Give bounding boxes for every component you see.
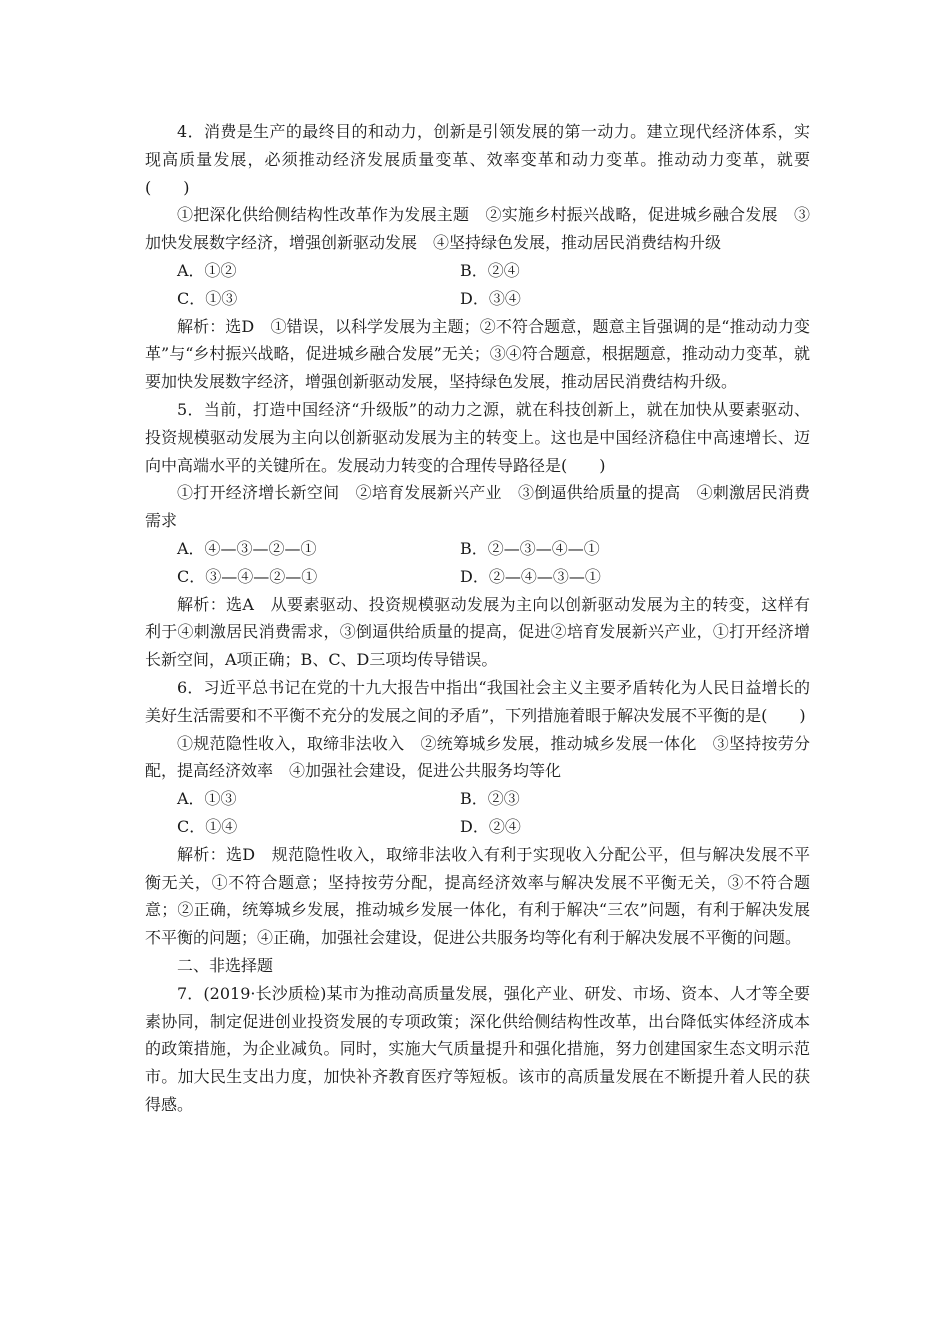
document-body: [145, 118, 810, 1119]
question-6-analysis: 解析：选D 规范隐性收入，取缔非法收入有利于实现收入分配公平，但与解决发展不平衡无关，①不符合题意；坚持按劳分配，提高经济效率与解决发展不平衡无关，③不符合题意；②正确，统筹城乡发展，推动城乡发展一体化，有利于解决“三农”问题，有利于解决发展不平衡的问题；④正确，加强社会建设，促进公共服务均等化有利于解决发展不平衡的问题。: [145, 844, 810, 948]
question-4-stem: 4．消费是生产的最终目的和动力，创新是引领发展的第一动力。建立现代经济体系，实现高质量发展，必须推动经济发展质量变革、效率变革和动力变革。推动动力变革，就要( ): [145, 122, 810, 197]
question-5-option-c: C．③—④—②—①: [177, 566, 318, 586]
question-4-option-b: B．②④: [460, 260, 520, 280]
question-4-option-a: A．①②: [177, 260, 237, 280]
question-5-options-row-2: [145, 563, 810, 591]
question-6-option-d: D．②④: [460, 816, 521, 836]
question-6-stem: 6．习近平总书记在党的十九大报告中指出“我国社会主义主要矛盾转化为人民日益增长的美好生活需要和不平衡不充分的发展之间的矛盾”，下列措施着眼于解决发展不平衡的是( ): [145, 677, 810, 725]
question-4-option-d: D．③④: [460, 288, 521, 308]
question-5-items: ①打开经济增长新空间 ②培育发展新兴产业 ③倒逼供给质量的提高 ④刺激居民消费需求: [145, 483, 810, 531]
question-4-options-row-1: [145, 257, 810, 285]
question-5-option-d: D．②—④—③—①: [460, 566, 601, 586]
question-5-analysis: 解析：选A 从要素驱动、投资规模驱动发展为主向以创新驱动发展为主的转变，这样有利于④刺激居民消费需求，③倒逼供给质量的提高，促进②培育发展新兴产业，①打开经济增长新空间，A项正确；B、C、D三项均传导错误。: [145, 594, 810, 670]
question-6-option-b: B．②③: [460, 789, 520, 809]
question-4-items: ①把深化供给侧结构性改革作为发展主题 ②实施乡村振兴战略，促进城乡融合发展 ③加快发展数字经济，增强创新驱动发展 ④坚持绿色发展，推动居民消费结构升级: [145, 205, 810, 253]
question-5-stem: 5．当前，打造中国经济“升级版”的动力之源，就在科技创新上，就在加快从要素驱动、投资规模驱动发展为主向以创新驱动发展为主的转变上。这也是中国经济稳住中高速增长、迈向中高端水平的关键所在。发展动力转变的合理传导路径是( ): [145, 399, 810, 475]
question-5-option-a: A．④—③—②—①: [177, 538, 317, 558]
section-title: 二、非选择题: [177, 955, 274, 975]
question-6-option-a: A．①③: [177, 789, 237, 809]
question-6-option-c: C．①④: [177, 816, 238, 836]
question-7-stem: 7．(2019·长沙质检)某市为推动高质量发展，强化产业、研发、市场、资本、人才等全要素协同，制定促进创业投资发展的专项政策；深化供给侧结构性改革，出台降低实体经济成本的政策措施，为企业减负。同时，实施大气质量提升和强化措施，努力创建国家生态文明示范市。加大民生支出力度，加快补齐教育医疗等短板。该市的高质量发展在不断提升着人民的获得感。: [145, 983, 810, 1114]
question-6-options-row-1: [145, 785, 810, 813]
question-5-options-row-1: [145, 535, 810, 563]
question-4-options-row-2: [145, 285, 810, 313]
question-6-items: ①规范隐性收入，取缔非法收入 ②统筹城乡发展，推动城乡发展一体化 ③坚持按劳分配，提高经济效率 ④加强社会建设，促进公共服务均等化: [145, 733, 810, 781]
question-4-analysis: 解析：选D ①错误，以科学发展为主题；②不符合题意，题意主旨强调的是“推动动力变革”与“乡村振兴战略，促进城乡融合发展”无关；③④符合题意，根据题意，推动动力变革，就要加快发展数字经济，增强创新驱动发展，坚持绿色发展，推动居民消费结构升级。: [145, 316, 810, 392]
question-6-options-row-2: [145, 813, 810, 841]
question-4-option-c: C．①③: [177, 288, 238, 308]
question-5-option-b: B．②—③—④—①: [460, 538, 600, 558]
